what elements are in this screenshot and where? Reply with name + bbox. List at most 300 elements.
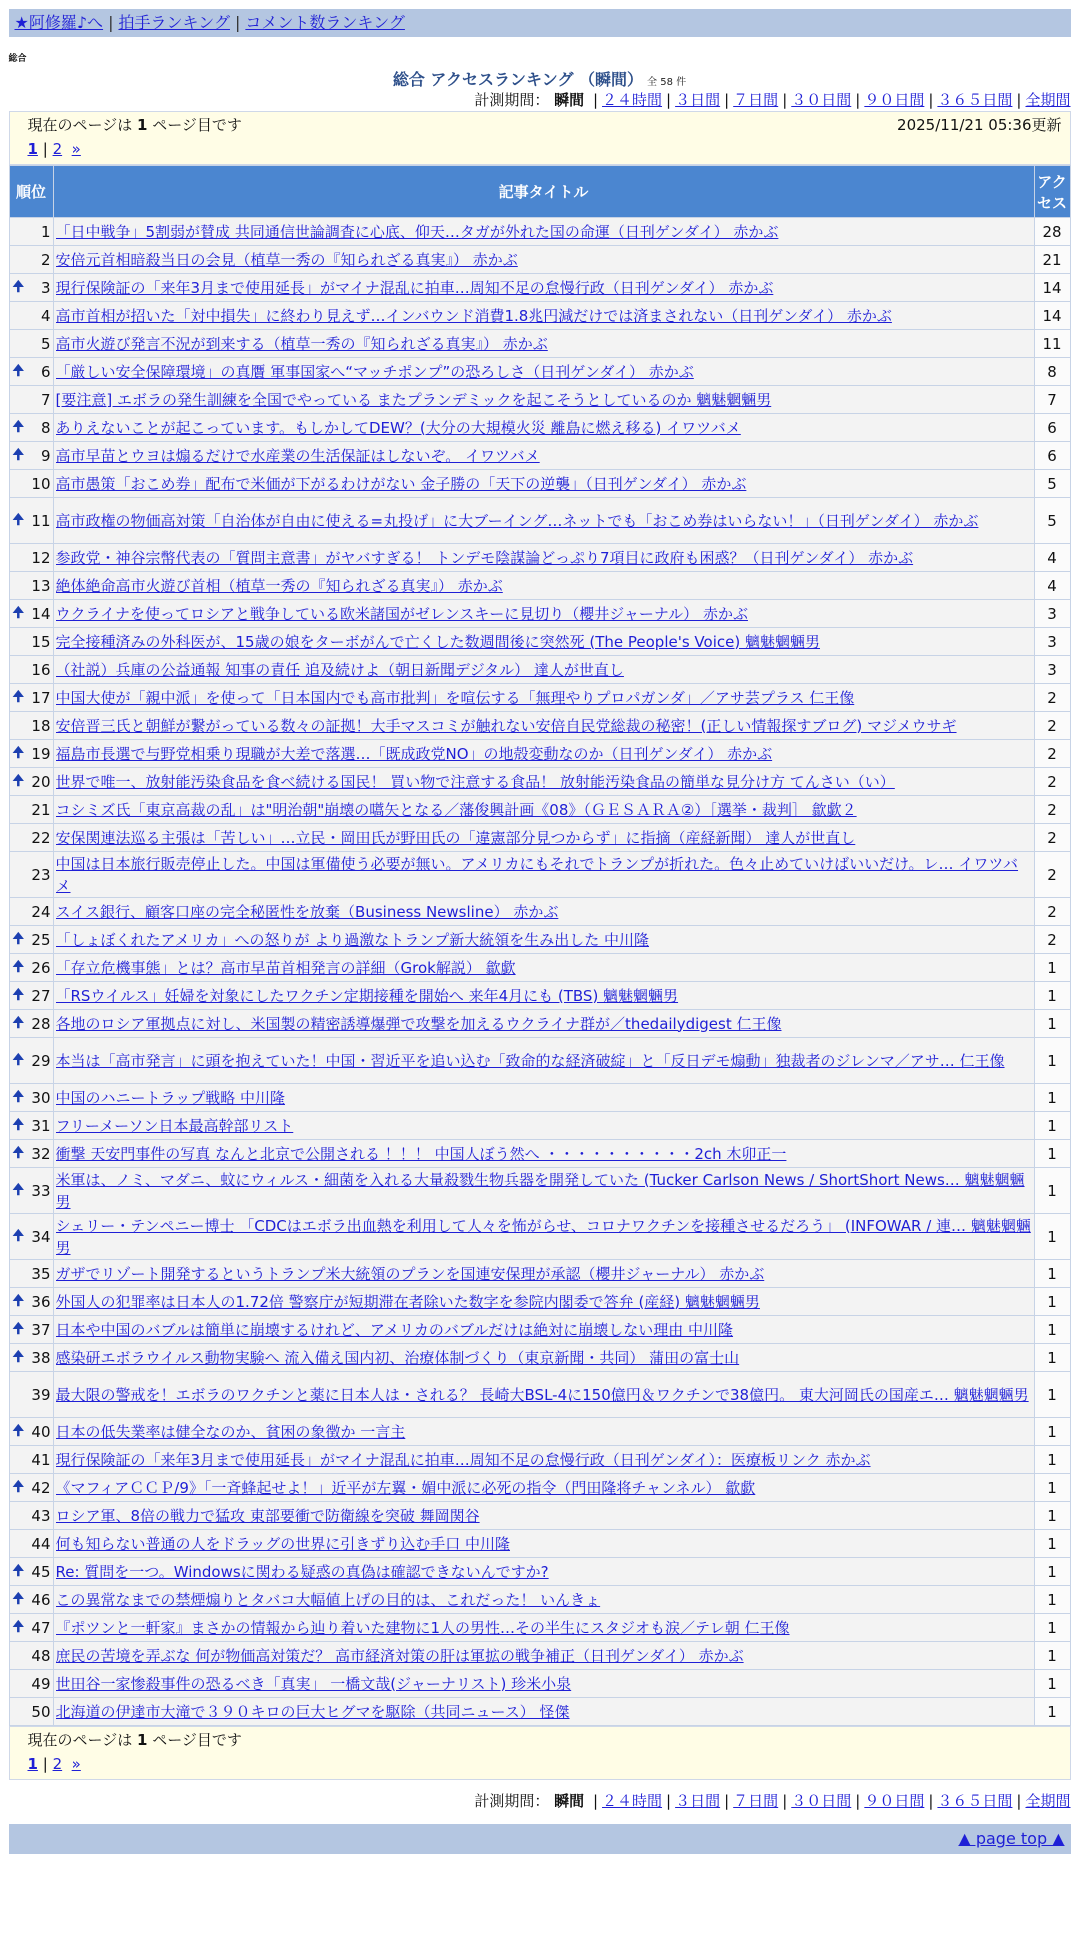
rank-number: 34 [31,1227,51,1246]
table-row [9,1140,1070,1168]
rank-cell [9,898,53,926]
title-cell [53,1446,1034,1474]
updated-timestamp: 2025/11/21 05:36更新 [897,116,1062,134]
article-title-link[interactable]: 参政党・神谷宗幣代表の「質問主意書」がヤバすぎる！ トンデモ陰謀論どっぷり7項目に政府も困惑？（日刊ゲンダイ） 赤かぶ [55,548,914,567]
rank-up-arrow-icon: 🠉 [12,1227,25,1244]
header-rank: 順位 [9,166,53,218]
period-separator: | [592,1792,599,1810]
rank-cell [9,1140,53,1168]
table-row [9,544,1070,572]
rank-cell [9,1502,53,1530]
title-cell [53,628,1034,656]
access-count: 1 [1034,954,1070,982]
access-count: 2 [1034,852,1070,898]
access-count: 4 [1034,572,1070,600]
rank-number: 48 [31,1646,51,1665]
title-cell [53,442,1034,470]
table-row [9,274,1070,302]
rank-cell [9,824,53,852]
rank-up-arrow-icon: 🠉 [12,604,25,621]
article-title-link[interactable]: 各地のロシア軍拠点に対し、米国製の精密誘導爆弾で攻撃を加えるウクライナ群が／thedailydigest 仁王像 [55,1014,782,1033]
rank-number: 7 [40,390,51,409]
article-title-link[interactable]: 高市愚策「おこめ券」配布で米価が下がるわけがない 金子勝の「天下の逆襲」（日刊ゲンダイ） 赤かぶ [55,474,747,493]
page-top-link[interactable]: ▲ page top ▲ [958,1829,1065,1848]
title-cell [53,740,1034,768]
table-row [9,358,1070,386]
rank-cell [9,1344,53,1372]
article-title-link[interactable]: 福島市長選で与野党相乗り現職が大差で落選…「既成政党NO」の地殻変動なのか（日刊ゲンダイ） 赤かぶ [55,744,773,763]
article-title-link[interactable]: 安保関連法巡る主張は「苦しい」…立民・岡田氏が野田氏の「違憲部分見つからず」に指摘（産経新聞） 達人が世直し [55,828,856,847]
rank-cell [9,442,53,470]
table-row [9,1214,1070,1260]
period-link[interactable]: ２４時間 [602,91,663,109]
title-cell [53,246,1034,274]
access-count: 3 [1034,600,1070,628]
period-link[interactable]: ３０日間 [791,1792,852,1810]
title-cell [53,386,1034,414]
period-separator: | [666,1792,672,1810]
access-count: 1 [1034,1698,1070,1726]
article-title-link[interactable]: 「存立危機事態」とは？高市早苗首相発言の詳細（Grok解説） 歙歔 [55,958,516,977]
period-separator: | [666,91,672,109]
nav-comment-ranking-link[interactable]: コメント数ランキング [245,13,405,32]
rank-cell [9,544,53,572]
rank-cell [9,1010,53,1038]
table-row [9,684,1070,712]
rank-number: 27 [31,986,51,1005]
rank-number: 36 [31,1292,51,1311]
rank-number: 29 [31,1051,51,1070]
article-title-link[interactable]: 『ポツンと一軒家』まさかの情報から辿り着いた建物に1人の男性…その半生にスタジオも涙／テレ朝 仁王像 [55,1618,790,1637]
rank-up-arrow-icon: 🠉 [12,1618,25,1635]
table-row [9,330,1070,358]
rank-cell [9,386,53,414]
access-count: 11 [1034,330,1070,358]
rank-number: 44 [31,1534,51,1553]
bottom-bar [9,1824,1071,1854]
rank-number: 41 [31,1450,51,1469]
title-cell [53,684,1034,712]
period-links [589,1792,1071,1810]
access-count: 2 [1034,796,1070,824]
access-count: 1 [1034,1474,1070,1502]
table-row [9,1530,1070,1558]
title-cell [53,600,1034,628]
article-title-link[interactable]: 《マフィアＣＣＰ/9》「一斉蜂起せよ！」近平が左翼・媚中派に必死の指令（門田隆将チャンネル） 歙歔 [55,1478,756,1497]
title-cell [53,982,1034,1010]
title-cell [53,470,1034,498]
rank-up-arrow-icon: 🠉 [12,930,25,947]
period-link[interactable]: ９０日間 [864,1792,925,1810]
period-link[interactable]: 全期間 [1025,1792,1071,1810]
title-cell [53,1670,1034,1698]
article-title-link[interactable]: 本当は「高市発言」に頭を抱えていた！中国・習近平を追い込む「致命的な経済破綻」と「反日デモ煽動」独裁者のジレンマ／アサ… 仁王像 [55,1051,1005,1070]
rank-number: 23 [31,865,51,884]
article-title-link[interactable]: 庶民の苦境を弄ぶな 何が物価高対策だ？ 高市経済対策の肝は軍拡の戦争補正（日刊ゲンダイ） 赤かぶ [55,1646,744,1665]
title-cell [53,1168,1034,1214]
article-title-link[interactable]: フリーメーソン日本最高幹部リスト [55,1116,294,1135]
table-row [9,852,1070,898]
title-cell [53,1316,1034,1344]
rank-cell [9,414,53,442]
article-title-link[interactable]: 完全接種済みの外科医が、15歳の娘をターボがんで亡くした数週間後に突然死 (The People's Voice) 魑魅魍魎男 [55,632,820,651]
header-title: 記事タイトル [53,166,1034,218]
access-count: 2 [1034,926,1070,954]
access-count: 2 [1034,824,1070,852]
rank-cell [9,954,53,982]
article-title-link[interactable]: ガザでリゾート開発するというトランプ米大統領のプランを国連安保理が承認（櫻井ジャーナル） 赤かぶ [55,1264,765,1283]
rank-up-arrow-icon: 🠉 [12,1478,25,1495]
title-cell [53,1474,1034,1502]
article-title-link[interactable]: 中国のハニートラップ戦略 中川隆 [55,1088,285,1107]
rank-cell [9,572,53,600]
rank-number: 2 [40,250,51,269]
article-title-link[interactable]: Re: 質問を一つ。Windowsに関わる疑惑の真偽は確認できないんですか? [55,1562,549,1581]
rank-cell [9,218,53,246]
rank-cell [9,1214,53,1260]
table-row [9,1260,1070,1288]
rank-number: 17 [31,688,51,707]
article-title-link[interactable]: 高市首相が招いた「対中損失」に終わり見えず…インバウンド消費1.8兆円減だけでは済まされない（日刊ゲンダイ） 赤かぶ [55,306,892,325]
period-current: 瞬間 [554,1792,585,1810]
period-link[interactable]: ２４時間 [602,1792,663,1810]
table-row [9,386,1070,414]
rank-cell [9,740,53,768]
title-cell [53,1586,1034,1614]
rank-number: 40 [31,1422,51,1441]
article-title-link[interactable]: ウクライナを使ってロシアと戦争している欧米諸国がゼレンスキーに見切り（櫻井ジャーナル） 赤かぶ [55,604,748,623]
rank-up-arrow-icon: 🠉 [12,688,25,705]
title-cell [53,330,1034,358]
rank-number: 26 [31,958,51,977]
rank-number: 3 [40,278,51,297]
rank-cell [9,656,53,684]
ranking-rows [9,218,1070,1726]
page-info-top [9,111,1071,165]
rank-number: 18 [31,716,51,735]
access-count: 6 [1034,442,1070,470]
rank-number: 12 [31,548,51,567]
rank-cell [9,1530,53,1558]
total-count: 全 58 件 [647,77,687,88]
pager-page-2[interactable]: 2 [52,140,63,158]
article-title-link[interactable]: 安倍元首相暗殺当日の会見（植草一秀の『知られざる真実』） 赤かぶ [55,250,518,269]
table-row [9,1112,1070,1140]
table-row [9,1474,1070,1502]
article-title-link[interactable]: （社説）兵庫の公益通報 知事の責任 追及続けよ（朝日新聞デジタル） 達人が世直し [55,660,624,679]
access-count: 5 [1034,470,1070,498]
rank-number: 38 [31,1348,51,1367]
access-count: 1 [1034,1344,1070,1372]
rank-number: 5 [40,334,51,353]
rank-cell [9,1288,53,1316]
table-row [9,442,1070,470]
article-title-link[interactable]: 現行保険証の「来年3月まで使用延長」がマイナ混乱に拍車…周知不足の怠慢行政（日刊ゲンダイ）：医療板リンク 赤かぶ [55,1450,871,1469]
rank-cell [9,246,53,274]
article-title-link[interactable]: 「しょぼくれたアメリカ」への怒りが より過激なトランプ新大統領を生み出した 中川隆 [55,930,649,949]
rank-number: 43 [31,1506,51,1525]
rank-number: 37 [31,1320,51,1339]
article-title-link[interactable]: 北海道の伊達市大滝で３９０キロの巨大ヒグマを駆除（共同ニュース） 怪傑 [55,1702,570,1721]
access-count: 1 [1034,1530,1070,1558]
access-count: 1 [1034,982,1070,1010]
title-cell [53,656,1034,684]
rank-cell [9,982,53,1010]
table-row [9,1168,1070,1214]
title-cell [53,796,1034,824]
rank-cell [9,1084,53,1112]
article-title-link[interactable]: 米軍は、ノミ、マダニ、蚊にウィルス・細菌を入れる大量殺戮生物兵器を開発していた (Tucker Carlson News / ShortShort News… 魑魅魍魎男 [55,1170,1025,1211]
top-nav-bar [9,9,1071,37]
table-row [9,414,1070,442]
access-count: 14 [1034,274,1070,302]
access-count: 6 [1034,414,1070,442]
access-count: 5 [1034,498,1070,544]
article-title-link[interactable]: 外国人の犯罪率は日本人の1.72倍 警察庁が短期滞在者除いた数字を参院内閣委で答弁 (産経) 魑魅魍魎男 [55,1292,760,1311]
article-title-link[interactable]: 感染研エボラウイルス動物実験へ 流入備え国内初、治療体制づくり（東京新聞・共同） 蒲田の富士山 [55,1348,740,1367]
table-row [9,926,1070,954]
title-cell [53,218,1034,246]
article-title-link[interactable]: 安倍晋三氏と朝鮮が繋がっている数々の証拠！大手マスコミが触れない安倍自民党総裁の秘密！(正しい情報探すブログ) マジメウサギ [55,716,957,735]
rank-cell [9,358,53,386]
period-link[interactable]: 全期間 [1025,91,1071,109]
access-count: 1 [1034,1372,1070,1418]
rank-number: 21 [31,800,51,819]
rank-number: 49 [31,1674,51,1693]
rank-cell [9,600,53,628]
title-cell [53,1530,1034,1558]
period-selector-bottom [9,1790,1071,1812]
rank-cell [9,1474,53,1502]
table-row [9,1372,1070,1418]
access-count: 1 [1034,1316,1070,1344]
rank-cell [9,1168,53,1214]
period-label: 計測期間： [474,1792,550,1810]
rank-up-arrow-icon: 🠉 [12,986,25,1003]
pager-page-2[interactable]: 2 [52,1755,63,1773]
table-row [9,470,1070,498]
title-cell [53,1084,1034,1112]
access-count: 28 [1034,218,1070,246]
article-title-link[interactable]: ロシア軍、8倍の戦力で猛攻 東部要衝で防衛線を突破 舞岡関谷 [55,1506,480,1525]
article-title-link[interactable]: 世田谷一家惨殺事件の恐るべき「真実」 一橋文哉(ジャーナリスト) 珍米小泉 [55,1674,572,1693]
period-separator: | [782,91,788,109]
table-row [9,628,1070,656]
access-count: 2 [1034,740,1070,768]
period-separator: | [592,91,599,109]
ranking-table [9,165,1071,1726]
table-row [9,600,1070,628]
access-count: 1 [1034,1586,1070,1614]
rank-cell [9,1316,53,1344]
table-row [9,572,1070,600]
pager-next[interactable]: » [71,1755,81,1773]
page-info-bottom [9,1726,1071,1780]
page-title [9,67,1071,89]
table-row [9,1558,1070,1586]
period-label: 計測期間： [474,91,550,109]
page-title-text: 総合 アクセスランキング （瞬間） [392,70,644,89]
current-page-text: 現在のページは 1 ページ目です [27,1731,242,1749]
period-separator: | [1016,1792,1022,1810]
rank-cell [9,1670,53,1698]
period-separator: | [855,1792,861,1810]
article-title-link[interactable]: コシミズ氏「東京高裁の乱」は"明治朝"崩壊の嚆矢となる／藩俊興計画《08》（ＧＥＳＡＲＡ②）［選挙・裁判］ 歙歔２ [55,800,857,819]
rank-up-arrow-icon: 🠉 [12,1181,25,1198]
rank-up-arrow-icon: 🠉 [12,1144,25,1161]
article-title-link[interactable]: 「厳しい安全保障環境」の真贋 軍事国家へ“マッチポンプ”の恐ろしさ（日刊ゲンダイ） 赤かぶ [55,362,694,381]
article-title-link[interactable]: 世界で唯一、放射能汚染食品を食べ続ける国民！ 買い物で注意する食品！ 放射能汚染食品の簡単な見分け方 てんさい（い） [55,772,895,791]
article-title-link[interactable]: シェリー・テンペニー博士 「CDCはエボラ出血熱を利用して人々を怖がらせ、コロナワクチンを接種させるだろう」 (INFOWAR / 連… 魑魅魍魎男 [55,1216,1031,1257]
rank-up-arrow-icon: 🠉 [12,1348,25,1365]
rank-cell [9,1112,53,1140]
rank-number: 22 [31,828,51,847]
rank-cell [9,1038,53,1084]
rank-number: 4 [40,306,51,325]
rank-up-arrow-icon: 🠉 [12,511,25,528]
table-row [9,1502,1070,1530]
title-cell [53,1372,1034,1418]
rank-cell [9,926,53,954]
current-page-text: 現在のページは 1 ページ目です [27,116,242,134]
access-count: 2 [1034,898,1070,926]
nav-separator: | [234,13,241,32]
article-title-link[interactable]: 「日中戦争」5割弱が賛成 共同通信世論調査に心底、仰天…タガが外れた国の命運（日刊ゲンダイ） 赤かぶ [55,222,779,241]
rank-number: 31 [31,1116,51,1135]
article-title-link[interactable]: 「RSウイルス」妊婦を対象にしたワクチン定期接種を開始へ 来年4月にも (TBS) 魑魅魍魎男 [55,986,679,1005]
period-separator: | [724,1792,730,1810]
rank-cell [9,1642,53,1670]
article-title-link[interactable]: 日本の低失業率は健全なのか、貧困の象徴か 一言主 [55,1422,406,1441]
title-cell [53,1288,1034,1316]
pager-page-1[interactable]: 1 [27,140,38,158]
rank-number: 35 [31,1264,51,1283]
rank-up-arrow-icon: 🠉 [12,1562,25,1579]
pager-bottom: 1 | 2 » [27,1755,81,1773]
access-count: 1 [1034,1260,1070,1288]
period-separator: | [855,91,861,109]
article-title-link[interactable]: [要注意] エボラの発生訓練を全国でやっている またプランデミックを起こそうとしているのか 魑魅魍魎男 [55,390,772,409]
access-count: 1 [1034,1642,1070,1670]
title-cell [53,572,1034,600]
rank-cell [9,712,53,740]
article-title-link[interactable]: 高市政権の物価高対策「自治体が自由に使える=丸投げ」に大ブーイング…ネットでも「おこめ券はいらない！」（日刊ゲンダイ） 赤かぶ [55,511,979,530]
table-row [9,1038,1070,1084]
rank-number: 20 [31,772,51,791]
article-title-link[interactable]: 高市火遊び発言不況が到来する（植草一秀の『知られざる真実』） 赤かぶ [55,334,548,353]
table-row [9,1288,1070,1316]
access-count: 1 [1034,1084,1070,1112]
rank-up-arrow-icon: 🠉 [12,744,25,761]
period-link[interactable]: ３０日間 [791,91,852,109]
nav-home-link[interactable]: ★阿修羅♪へ [14,13,104,32]
rank-number: 46 [31,1590,51,1609]
title-cell [53,498,1034,544]
pager-top: 1 | 2 » [27,140,81,158]
table-row [9,768,1070,796]
title-cell [53,1112,1034,1140]
article-title-link[interactable]: 中国大使が「親中派」を使って「日本国内でも高市批判」を喧伝する「無理やりプロパガンダ」／アサ芸プラス 仁王像 [55,688,855,707]
rank-number: 13 [31,576,51,595]
title-cell [53,712,1034,740]
rank-cell [9,274,53,302]
article-title-link[interactable]: 何も知らない普通の人をドラッグの世界に引きずり込む手口 中川隆 [55,1534,510,1553]
access-count: 2 [1034,684,1070,712]
period-separator: | [1016,91,1022,109]
title-cell [53,1038,1034,1084]
nav-clap-ranking-link[interactable]: 拍手ランキング [118,13,230,32]
period-separator: | [724,91,730,109]
rank-up-arrow-icon: 🠉 [12,1320,25,1337]
period-link[interactable]: ３６５日間 [937,1792,1013,1810]
table-row [9,246,1070,274]
access-count: 1 [1034,1168,1070,1214]
rank-up-arrow-icon: 🠉 [12,1422,25,1439]
table-row [9,302,1070,330]
article-title-link[interactable]: 現行保険証の「来年3月まで使用延長」がマイナ混乱に拍車…周知不足の怠慢行政（日刊ゲンダイ） 赤かぶ [55,278,774,297]
access-count: 1 [1034,1670,1070,1698]
rank-number: 30 [31,1088,51,1107]
article-title-link[interactable]: ありえないことが起こっています。もしかしてDEW？(大分の大規模火災 離島に燃え移る) イワツバメ [55,418,741,437]
title-cell [53,954,1034,982]
article-title-link[interactable]: 高市早苗とウヨは煽るだけで水産業の生活保証はしないぞ。 イワツバメ [55,446,540,465]
rank-up-arrow-icon: 🠉 [12,1292,25,1309]
table-row [9,982,1070,1010]
article-title-link[interactable]: 絶体絶命高市火遊び首相（植草一秀の『知られざる真実』） 赤かぶ [55,576,503,595]
title-cell [53,1260,1034,1288]
article-title-link[interactable]: 中国は日本旅行販売停止した。中国は軍備使う必要が無い。アメリカにもそれでトランプが折れた。色々止めていけばいいだけ。レ… イワツバメ [55,854,1019,895]
article-title-link[interactable]: この異常なまでの禁煙煽りとタバコ大幅値上げの目的は、これだった！ いんきょ [55,1590,601,1609]
period-link[interactable]: ３日間 [675,1792,721,1810]
article-title-link[interactable]: 日本や中国のバブルは簡単に崩壊するけれど、アメリカのバブルだけは絶対に崩壊しない理由 中川隆 [55,1320,734,1339]
access-count: 14 [1034,302,1070,330]
pager-next[interactable]: » [71,140,81,158]
rank-number: 45 [31,1562,51,1581]
title-cell [53,1010,1034,1038]
access-count: 1 [1034,1614,1070,1642]
period-link[interactable]: ７日間 [733,1792,779,1810]
access-count: 21 [1034,246,1070,274]
article-title-link[interactable]: 衝撃 天安門事件の写真 なんと北京で公開される ！！！ 中国人ぼう然へ ・・・・・・・・・・2ch 木卯正一 [55,1144,787,1163]
article-title-link[interactable]: スイス銀行、顧客口座の完全秘匿性を放棄（Business Newsline） 赤かぶ [55,902,559,921]
rank-cell [9,498,53,544]
rank-up-arrow-icon: 🠉 [12,278,25,295]
rank-number: 8 [40,418,51,437]
title-cell [53,1502,1034,1530]
table-row [9,824,1070,852]
rank-cell [9,628,53,656]
access-count: 3 [1034,656,1070,684]
period-link[interactable]: ３日間 [675,91,721,109]
period-separator: | [928,91,934,109]
title-cell [53,1418,1034,1446]
title-cell [53,358,1034,386]
title-cell [53,544,1034,572]
table-row [9,712,1070,740]
rank-number: 14 [31,604,51,623]
period-link[interactable]: ９０日間 [864,91,925,109]
period-link[interactable]: ３６５日間 [937,91,1013,109]
rank-cell [9,470,53,498]
rank-number: 25 [31,930,51,949]
table-row [9,1698,1070,1726]
access-count: 1 [1034,1288,1070,1316]
title-cell [53,926,1034,954]
access-count: 1 [1034,1418,1070,1446]
pager-page-1[interactable]: 1 [27,1755,38,1773]
article-title-link[interactable]: 最大限の警戒を！エボラのワクチンと薬に日本人は・される？ 長崎大BSL-4に150億円＆ワクチンで38億円。 東大河岡氏の国産エ… 魑魅魍魎男 [55,1385,1029,1404]
period-link[interactable]: ７日間 [733,91,779,109]
